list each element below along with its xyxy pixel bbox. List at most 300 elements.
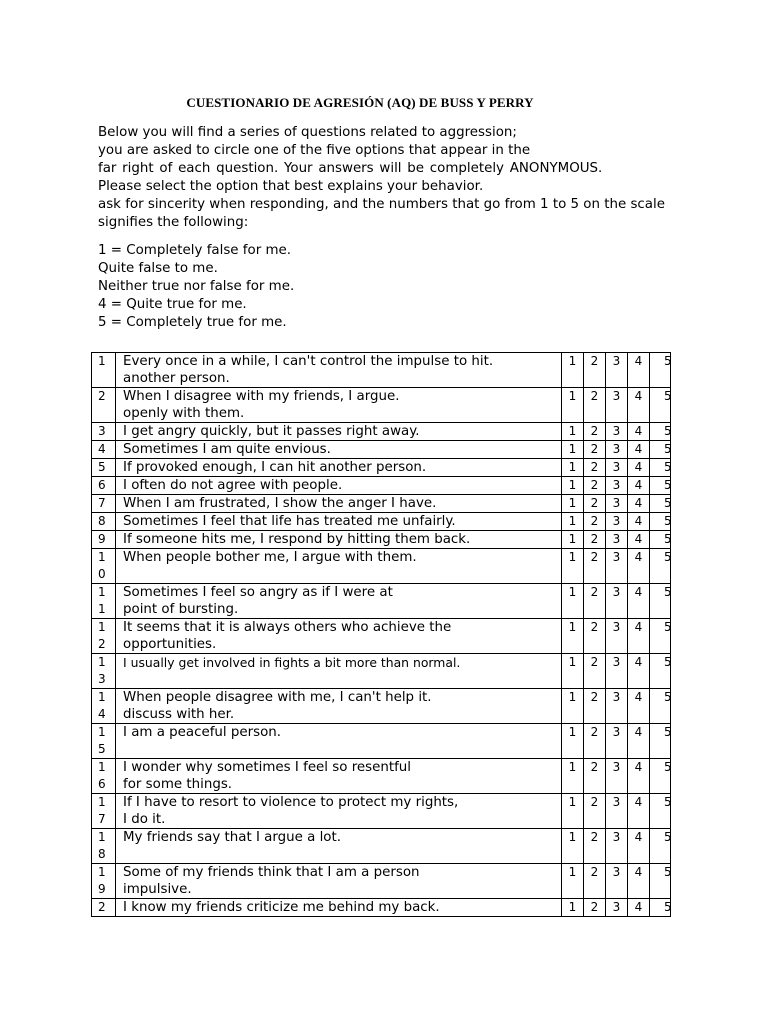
answer-option-label: 1 <box>568 532 577 546</box>
question-number-digit: 5 <box>98 460 106 474</box>
question-row <box>92 724 671 759</box>
document-title: CUESTIONARIO DE AGRESIÓN (AQ) DE BUSS Y PERRY <box>186 95 534 110</box>
answer-option-3[interactable] <box>606 654 628 689</box>
question-number-digit: 1 <box>98 620 106 634</box>
question-text-line: If provoked enough, I can hit another person. <box>123 460 427 475</box>
question-text-line: Sometimes I feel that life has treated me unfairly. <box>123 514 456 529</box>
scale-line: Neither true nor false for me. <box>98 279 295 294</box>
question-number-digit: 2 <box>98 900 106 914</box>
answer-option-1[interactable] <box>562 829 584 864</box>
answer-option-label: 4 <box>634 620 643 634</box>
answer-option-label: 5 <box>664 514 672 528</box>
answer-option-label: 4 <box>634 460 643 474</box>
answer-option-4[interactable] <box>628 759 650 794</box>
question-number <box>92 794 116 829</box>
answer-option-2[interactable] <box>584 759 606 794</box>
answer-option-label: 5 <box>664 620 672 634</box>
answer-option-label: 5 <box>664 865 672 879</box>
answer-option-label: 5 <box>664 354 672 368</box>
question-number <box>92 441 116 459</box>
answer-option-1[interactable] <box>562 619 584 654</box>
question-number <box>92 353 116 388</box>
answer-option-2[interactable] <box>584 477 606 495</box>
question-number <box>92 423 116 441</box>
instructions <box>98 124 688 332</box>
question-number <box>92 459 116 477</box>
answer-option-label: 3 <box>612 795 621 809</box>
answer-option-4[interactable] <box>628 829 650 864</box>
answer-option-label: 2 <box>590 725 599 739</box>
answer-option-label: 1 <box>568 354 577 368</box>
question-text <box>116 619 562 654</box>
answer-option-5[interactable] <box>650 441 671 459</box>
question-number-digit: 6 <box>98 777 106 791</box>
answer-option-label: 3 <box>612 690 621 704</box>
answer-option-label: 4 <box>634 442 643 456</box>
answer-option-4[interactable] <box>628 619 650 654</box>
answer-option-label: 3 <box>612 389 621 403</box>
question-text <box>116 899 562 917</box>
question-number-digit: 9 <box>98 882 106 896</box>
question-number <box>92 549 116 584</box>
answer-option-3[interactable] <box>606 584 628 619</box>
scale-line: Quite false to me. <box>98 261 218 276</box>
question-text-line: I know my friends criticize me behind my back. <box>123 900 440 915</box>
answer-option-1[interactable] <box>562 654 584 689</box>
question-text <box>116 495 562 513</box>
answer-option-5[interactable] <box>650 864 671 899</box>
answer-option-label: 5 <box>664 532 672 546</box>
answer-option-3[interactable] <box>606 423 628 441</box>
instruction-line: Below you will find a series of questions related to aggression; <box>98 125 517 140</box>
scale-line: 1 = Completely false for me. <box>98 243 292 258</box>
question-row <box>92 388 671 423</box>
answer-option-5[interactable] <box>650 584 671 619</box>
answer-option-label: 2 <box>590 865 599 879</box>
question-text <box>116 724 562 759</box>
answer-option-label: 4 <box>634 532 643 546</box>
question-text-line: If someone hits me, I respond by hitting them back. <box>123 532 471 547</box>
answer-option-3[interactable] <box>606 759 628 794</box>
answer-option-4[interactable] <box>628 654 650 689</box>
question-text <box>116 829 562 864</box>
answer-option-label: 4 <box>634 496 643 510</box>
question-number <box>92 829 116 864</box>
answer-option-3[interactable] <box>606 495 628 513</box>
answer-option-1[interactable] <box>562 899 584 917</box>
question-text-line: When I disagree with my friends, I argue. <box>123 389 400 404</box>
question-number-digit: 1 <box>98 690 106 704</box>
answer-option-3[interactable] <box>606 619 628 654</box>
answer-option-label: 5 <box>664 795 672 809</box>
answer-option-label: 4 <box>634 655 643 669</box>
question-number <box>92 864 116 899</box>
question-number-digit: 2 <box>98 389 106 403</box>
answer-option-3[interactable] <box>606 459 628 477</box>
answer-option-2[interactable] <box>584 584 606 619</box>
answer-option-1[interactable] <box>562 759 584 794</box>
question-row <box>92 584 671 619</box>
question-row <box>92 759 671 794</box>
answer-option-label: 2 <box>590 795 599 809</box>
answer-option-4[interactable] <box>628 689 650 724</box>
question-number-digit: 8 <box>98 847 106 861</box>
question-text <box>116 423 562 441</box>
question-text-line: I often do not agree with people. <box>123 478 343 493</box>
answer-option-4[interactable] <box>628 459 650 477</box>
question-text-line: Every once in a while, I can't control the impulse to hit. <box>123 354 494 369</box>
answer-option-1[interactable] <box>562 459 584 477</box>
answer-option-4[interactable] <box>628 794 650 829</box>
answer-option-label: 5 <box>664 389 672 403</box>
question-number-digit: 8 <box>98 514 106 528</box>
answer-option-label: 2 <box>590 585 599 599</box>
answer-option-label: 4 <box>634 760 643 774</box>
question-text-line: I get angry quickly, but it passes right away. <box>123 424 420 439</box>
question-number <box>92 724 116 759</box>
question-row <box>92 794 671 829</box>
answer-option-label: 3 <box>612 830 621 844</box>
answer-option-label: 1 <box>568 460 577 474</box>
question-row <box>92 549 671 584</box>
answer-option-1[interactable] <box>562 864 584 899</box>
instruction-line: you are asked to circle one of the five options that appear in the <box>98 143 531 158</box>
question-text <box>116 441 562 459</box>
answer-option-3[interactable] <box>606 441 628 459</box>
answer-option-5[interactable] <box>650 689 671 724</box>
answer-option-5[interactable] <box>650 495 671 513</box>
question-text-line: discuss with her. <box>123 707 235 722</box>
answer-option-label: 2 <box>590 655 599 669</box>
answer-option-5[interactable] <box>650 459 671 477</box>
answer-option-label: 3 <box>612 442 621 456</box>
question-number <box>92 759 116 794</box>
question-text <box>116 794 562 829</box>
instruction-line: ask for sincerity when responding, and the numbers that go from 1 to 5 on the scale <box>98 197 665 212</box>
question-number <box>92 531 116 549</box>
answer-option-label: 2 <box>590 760 599 774</box>
answer-option-label: 4 <box>634 389 643 403</box>
answer-option-label: 3 <box>612 460 621 474</box>
answer-option-label: 2 <box>590 442 599 456</box>
answer-option-5[interactable] <box>650 549 671 584</box>
answer-option-3[interactable] <box>606 531 628 549</box>
question-number-digit: 1 <box>98 725 106 739</box>
question-text-line: My friends say that I argue a lot. <box>123 830 341 845</box>
answer-option-label: 1 <box>568 620 577 634</box>
answer-option-4[interactable] <box>628 864 650 899</box>
answer-option-5[interactable] <box>650 619 671 654</box>
answer-option-label: 4 <box>634 550 643 564</box>
answer-option-4[interactable] <box>628 899 650 917</box>
question-text-line: opportunities. <box>123 637 217 652</box>
answer-option-label: 4 <box>634 725 643 739</box>
answer-option-1[interactable] <box>562 724 584 759</box>
question-text <box>116 459 562 477</box>
answer-option-2[interactable] <box>584 724 606 759</box>
answer-option-label: 4 <box>634 424 643 438</box>
answer-option-3[interactable] <box>606 689 628 724</box>
answer-option-1[interactable] <box>562 495 584 513</box>
answer-option-label: 5 <box>664 460 672 474</box>
answer-option-3[interactable] <box>606 829 628 864</box>
question-text-line: Some of my friends think that I am a person <box>123 865 420 880</box>
instruction-line: signifies the following: <box>98 215 249 230</box>
answer-option-3[interactable] <box>606 899 628 917</box>
answer-option-label: 1 <box>568 478 577 492</box>
question-number-digit: 1 <box>98 865 106 879</box>
answer-option-3[interactable] <box>606 794 628 829</box>
answer-option-1[interactable] <box>562 531 584 549</box>
answer-option-label: 2 <box>590 354 599 368</box>
question-row <box>92 495 671 513</box>
answer-option-4[interactable] <box>628 441 650 459</box>
answer-option-label: 3 <box>612 550 621 564</box>
answer-option-3[interactable] <box>606 388 628 423</box>
answer-option-label: 2 <box>590 460 599 474</box>
answer-option-label: 3 <box>612 514 621 528</box>
question-text <box>116 864 562 899</box>
answer-option-label: 1 <box>568 655 577 669</box>
answer-option-label: 5 <box>664 900 672 914</box>
scale-line: 5 = Completely true for me. <box>98 315 287 330</box>
answer-option-4[interactable] <box>628 513 650 531</box>
question-row <box>92 513 671 531</box>
answer-option-1[interactable] <box>562 794 584 829</box>
question-number-digit: 3 <box>98 424 106 438</box>
answer-option-label: 3 <box>612 496 621 510</box>
question-row <box>92 619 671 654</box>
answer-option-3[interactable] <box>606 724 628 759</box>
answer-option-1[interactable] <box>562 423 584 441</box>
answer-option-5[interactable] <box>650 899 671 917</box>
answer-option-5[interactable] <box>650 794 671 829</box>
answer-option-1[interactable] <box>562 441 584 459</box>
question-text-line: I usually get involved in fights a bit more than normal. <box>123 655 461 670</box>
question-text-line: openly with them. <box>123 406 245 421</box>
answer-option-2[interactable] <box>584 689 606 724</box>
answer-option-4[interactable] <box>628 584 650 619</box>
answer-option-1[interactable] <box>562 689 584 724</box>
question-row <box>92 864 671 899</box>
question-number <box>92 899 116 917</box>
answer-option-label: 2 <box>590 620 599 634</box>
answer-option-5[interactable] <box>650 654 671 689</box>
question-text <box>116 689 562 724</box>
answer-option-label: 4 <box>634 585 643 599</box>
question-text-line: When people bother me, I argue with them. <box>123 550 417 565</box>
scale-line: 4 = Quite true for me. <box>98 297 247 312</box>
answer-option-label: 1 <box>568 760 577 774</box>
answer-option-4[interactable] <box>628 724 650 759</box>
answer-option-5[interactable] <box>650 477 671 495</box>
answer-option-5[interactable] <box>650 513 671 531</box>
question-text-line: If I have to resort to violence to protect my rights, <box>123 795 459 810</box>
answer-option-label: 2 <box>590 830 599 844</box>
answer-option-label: 5 <box>664 424 672 438</box>
answer-option-5[interactable] <box>650 388 671 423</box>
question-row <box>92 353 671 388</box>
answer-option-label: 3 <box>612 760 621 774</box>
question-text <box>116 513 562 531</box>
answer-option-label: 5 <box>664 550 672 564</box>
question-text-line: for some things. <box>123 777 233 792</box>
question-number-digit: 1 <box>98 760 106 774</box>
answer-option-1[interactable] <box>562 353 584 388</box>
question-row <box>92 829 671 864</box>
answer-option-1[interactable] <box>562 513 584 531</box>
answer-option-3[interactable] <box>606 864 628 899</box>
answer-option-label: 5 <box>664 655 672 669</box>
answer-option-1[interactable] <box>562 549 584 584</box>
answer-option-label: 1 <box>568 900 577 914</box>
question-text <box>116 388 562 423</box>
answer-option-label: 4 <box>634 900 643 914</box>
answer-option-label: 4 <box>634 795 643 809</box>
answer-option-4[interactable] <box>628 495 650 513</box>
answer-option-label: 3 <box>612 725 621 739</box>
question-number-digit: 1 <box>98 830 106 844</box>
answer-option-1[interactable] <box>562 584 584 619</box>
question-number <box>92 477 116 495</box>
answer-option-label: 2 <box>590 514 599 528</box>
answer-option-2[interactable] <box>584 794 606 829</box>
question-number-digit: 7 <box>98 496 106 510</box>
answer-option-2[interactable] <box>584 423 606 441</box>
question-number-digit: 0 <box>98 567 106 581</box>
instruction-line: Please select the option that best explains your behavior. <box>98 179 484 194</box>
question-text <box>116 531 562 549</box>
question-text-line: I am a peaceful person. <box>123 725 282 740</box>
answer-option-3[interactable] <box>606 477 628 495</box>
question-number-digit: 7 <box>98 812 106 826</box>
question-text-line: I wonder why sometimes I feel so resentful <box>123 760 412 775</box>
instruction-line: far right of each question. Your answers will be completely ANONYMOUS. <box>98 161 603 176</box>
answer-option-label: 5 <box>664 725 672 739</box>
answer-option-label: 1 <box>568 865 577 879</box>
answer-option-3[interactable] <box>606 353 628 388</box>
answer-option-label: 1 <box>568 389 577 403</box>
question-text-line: impulsive. <box>123 882 192 897</box>
answer-option-2[interactable] <box>584 864 606 899</box>
question-number <box>92 495 116 513</box>
question-text-line: Sometimes I feel so angry as if I were at <box>123 585 393 600</box>
question-text <box>116 549 562 584</box>
answer-option-2[interactable] <box>584 353 606 388</box>
answer-option-2[interactable] <box>584 441 606 459</box>
question-text-line: When people disagree with me, I can't help it. <box>123 690 432 705</box>
answer-option-label: 5 <box>664 442 672 456</box>
answer-option-label: 3 <box>612 424 621 438</box>
answer-option-label: 4 <box>634 514 643 528</box>
answer-option-2[interactable] <box>584 459 606 477</box>
question-number-digit: 1 <box>98 585 106 599</box>
question-row <box>92 459 671 477</box>
question-number-digit: 4 <box>98 442 106 456</box>
question-number <box>92 388 116 423</box>
answer-option-2[interactable] <box>584 899 606 917</box>
answer-option-5[interactable] <box>650 759 671 794</box>
answer-option-5[interactable] <box>650 829 671 864</box>
answer-option-label: 1 <box>568 424 577 438</box>
question-text-line: It seems that it is always others who achieve the <box>123 620 452 635</box>
question-row <box>92 899 671 917</box>
answer-option-1[interactable] <box>562 388 584 423</box>
question-number-digit: 6 <box>98 478 106 492</box>
answer-option-4[interactable] <box>628 353 650 388</box>
answer-option-2[interactable] <box>584 495 606 513</box>
answer-option-4[interactable] <box>628 388 650 423</box>
answer-option-1[interactable] <box>562 477 584 495</box>
answer-option-2[interactable] <box>584 388 606 423</box>
question-row <box>92 423 671 441</box>
answer-option-2[interactable] <box>584 654 606 689</box>
answer-option-2[interactable] <box>584 829 606 864</box>
answer-option-2[interactable] <box>584 619 606 654</box>
questionnaire-table <box>91 352 671 917</box>
answer-option-label: 4 <box>634 865 643 879</box>
answer-option-3[interactable] <box>606 513 628 531</box>
answer-option-label: 2 <box>590 690 599 704</box>
answer-option-label: 5 <box>664 496 672 510</box>
question-text <box>116 654 562 689</box>
answer-option-5[interactable] <box>650 531 671 549</box>
answer-option-label: 1 <box>568 725 577 739</box>
answer-option-label: 3 <box>612 620 621 634</box>
answer-option-label: 1 <box>568 442 577 456</box>
answer-option-label: 3 <box>612 532 621 546</box>
answer-option-5[interactable] <box>650 353 671 388</box>
question-number-digit: 1 <box>98 550 106 564</box>
answer-option-4[interactable] <box>628 423 650 441</box>
answer-option-4[interactable] <box>628 531 650 549</box>
answer-option-4[interactable] <box>628 477 650 495</box>
question-text-line: point of bursting. <box>123 602 239 617</box>
answer-option-label: 4 <box>634 354 643 368</box>
question-row <box>92 654 671 689</box>
answer-option-5[interactable] <box>650 724 671 759</box>
question-text <box>116 353 562 388</box>
answer-option-label: 5 <box>664 830 672 844</box>
answer-option-2[interactable] <box>584 513 606 531</box>
answer-option-label: 5 <box>664 690 672 704</box>
question-number-digit: 2 <box>98 637 106 651</box>
answer-option-label: 1 <box>568 795 577 809</box>
answer-option-label: 2 <box>590 424 599 438</box>
question-number <box>92 689 116 724</box>
question-number <box>92 584 116 619</box>
question-text-line: another person. <box>123 371 230 386</box>
answer-option-label: 1 <box>568 690 577 704</box>
answer-option-3[interactable] <box>606 549 628 584</box>
answer-option-label: 3 <box>612 354 621 368</box>
answer-option-2[interactable] <box>584 531 606 549</box>
answer-option-label: 3 <box>612 655 621 669</box>
answer-option-4[interactable] <box>628 549 650 584</box>
answer-option-label: 2 <box>590 550 599 564</box>
question-row <box>92 477 671 495</box>
question-text-line: I do it. <box>123 812 166 827</box>
answer-option-label: 2 <box>590 389 599 403</box>
question-number-digit: 1 <box>98 795 106 809</box>
question-row <box>92 689 671 724</box>
answer-option-label: 5 <box>664 760 672 774</box>
answer-option-label: 1 <box>568 830 577 844</box>
answer-option-2[interactable] <box>584 549 606 584</box>
answer-option-label: 4 <box>634 478 643 492</box>
answer-option-label: 3 <box>612 865 621 879</box>
answer-option-5[interactable] <box>650 423 671 441</box>
